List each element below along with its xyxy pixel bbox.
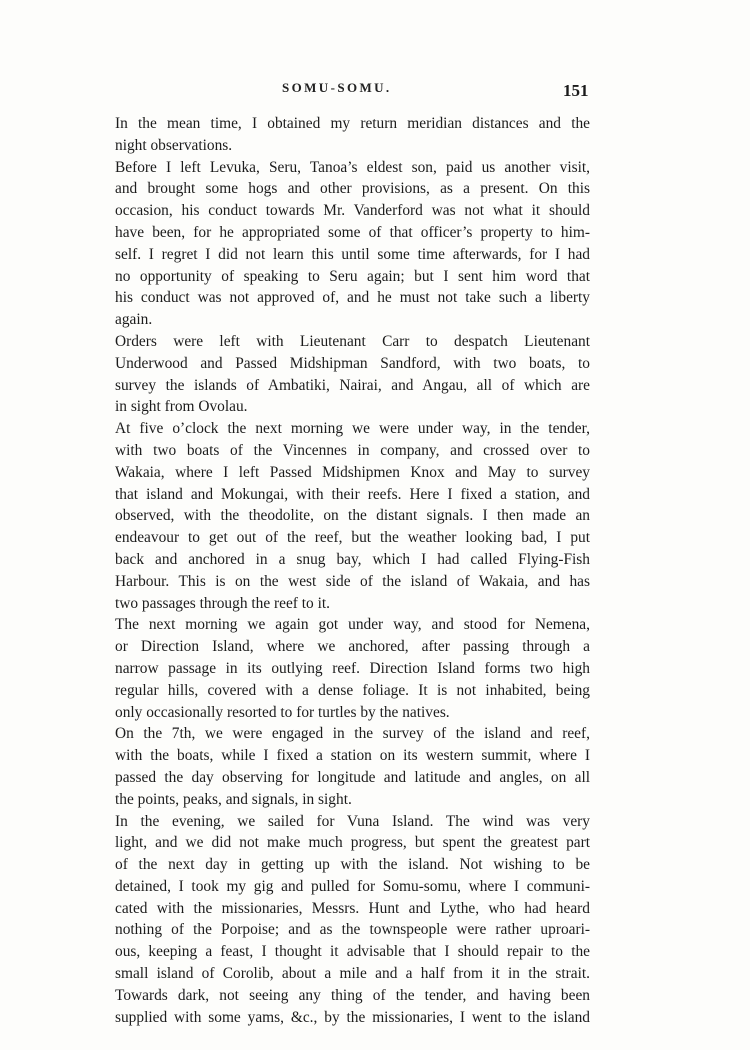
paragraph [115,723,590,810]
paragraph [115,418,590,614]
body-text [115,113,590,1028]
text-line: Before I left Levuka, Seru, Tanoa’s eldest son, paid us another visit, [115,158,590,176]
text-line: supplied with some yams, &c., by the missionaries, I went to the island [115,1008,590,1026]
text-line: passed the day observing for longitude and latitude and angles, on all [115,768,590,786]
text-line: of the next day in getting up with the island. Not wishing to be [115,856,590,874]
text-line: again. [115,311,153,329]
text-line: Harbour. This is on the west side of the island of Wakaia, and has [115,572,590,590]
text-line: the points, peaks, and signals, in sight. [115,790,352,808]
text-line: survey the islands of Ambatiki, Nairai, and Angau, all of which are [115,376,590,394]
text-line: At five o’clock the next morning we were under way, in the tender, [115,420,590,438]
text-line: and brought some hogs and other provisions, as a present. On this [115,180,590,198]
text-line: with the boats, while I fixed a station on its western summit, where I [115,747,590,765]
running-title: SOMU-SOMU. [282,80,392,95]
text-line: only occasionally resorted to for turtles by the natives. [115,703,450,721]
text-line: that island and Mokungai, with their reefs. Here I fixed a station, and [115,485,590,503]
text-line: in sight from Ovolau. [115,398,248,416]
text-line: night observations. [115,136,233,154]
text-line: endeavour to get out of the reef, but the weather looking bad, I put [115,529,590,547]
text-line: Wakaia, where I left Passed Midshipmen Knox and May to survey [115,463,590,481]
text-line: narrow passage in its outlying reef. Direction Island forms two high [115,659,590,677]
text-line: The next morning we again got under way, and stood for Nemena, [115,616,590,634]
text-line: small island of Corolib, about a mile and a half from it in the strait. [115,965,590,983]
text-line: regular hills, covered with a dense foliage. It is not inhabited, being [115,681,590,699]
running-head [0,80,750,110]
paragraph [115,157,590,331]
text-line: ous, keeping a feast, I thought it advisable that I should repair to the [115,943,590,961]
text-line: with two boats of the Vincennes in company, and crossed over to [115,441,590,459]
text-line: back and anchored in a snug bay, which I had called Flying-Fish [115,550,590,568]
text-line: or Direction Island, where we anchored, after passing through a [115,638,590,656]
text-line: observed, with the theodolite, on the distant signals. I then made an [115,507,590,525]
text-line: Towards dark, not seeing any thing of the tender, and having been [115,986,590,1004]
text-line: In the evening, we sailed for Vuna Island. The wind was very [115,812,590,830]
text-line: nothing of the Porpoise; and as the townspeople were rather uproari- [115,921,590,939]
text-line: Underwood and Passed Midshipman Sandford, with two boats, to [115,354,590,372]
text-line: occasion, his conduct towards Mr. Vanderford was not what it should [115,202,590,220]
paragraph [115,331,590,418]
text-line: no opportunity of speaking to Seru again; but I sent him word that [115,267,590,285]
page-number: 151 [563,81,589,100]
text-line: detained, I took my gig and pulled for Somu-somu, where I communi- [115,877,590,895]
text-line: Orders were left with Lieutenant Carr to despatch Lieutenant [115,332,590,350]
paragraph [115,113,590,157]
text-line: cated with the missionaries, Messrs. Hunt and Lythe, who had heard [115,899,590,917]
text-line: his conduct was not approved of, and he must not take such a liberty [115,289,590,307]
text-line: self. I regret I did not learn this until some time afterwards, for I had [115,245,590,263]
text-line: have been, for he appropriated some of that officer’s property to him- [115,223,590,241]
paragraph [115,614,590,723]
text-line: In the mean time, I obtained my return meridian distances and the [115,115,590,132]
text-line: two passages through the reef to it. [115,594,330,612]
text-line: On the 7th, we were engaged in the survey of the island and reef, [115,725,590,743]
paragraph [115,811,590,1029]
text-line: light, and we did not make much progress, but spent the greatest part [115,834,590,852]
